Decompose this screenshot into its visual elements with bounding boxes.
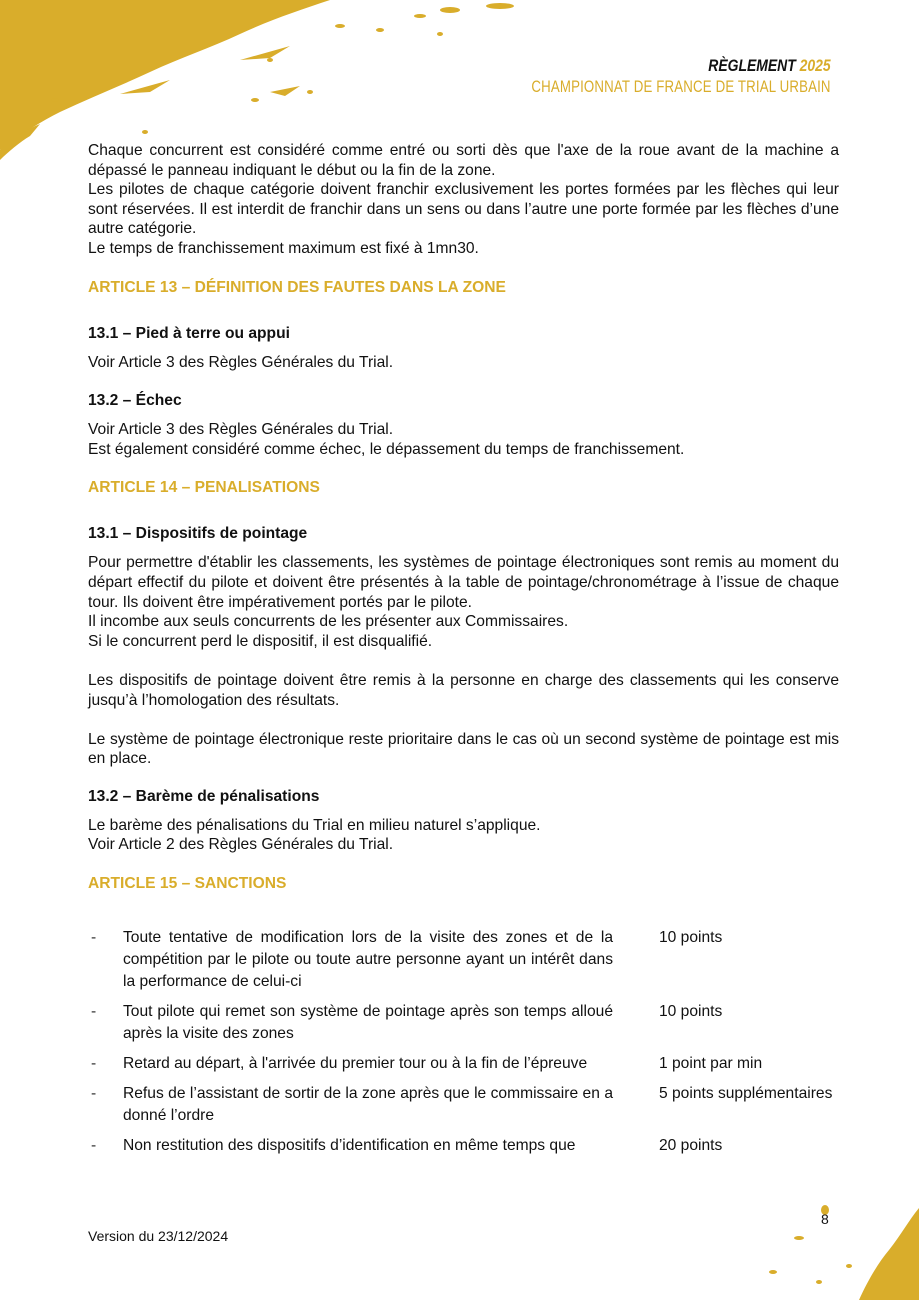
footer-version: Version du 23/12/2024 bbox=[88, 1228, 229, 1244]
sanction-description: Retard au départ, à l'arrivée du premier tour ou à la fin de l’épreuve bbox=[123, 1055, 588, 1072]
section-13-2-text-2: Est également considéré comme échec, le dépassement du temps de franchissement. bbox=[88, 440, 685, 458]
document-header bbox=[447, 56, 831, 98]
section-13-2-title: 13.2 – Échec bbox=[88, 392, 182, 410]
section-14-1-paragraph-1: Pour permettre d'établir les classements, les systèmes de pointage électroniques sont remis au moment du départ effectif du pilote et doivent être présentés à la table de pointage/chronométrage à l’issue de chaque tour. Ils doivent être impérativement portés par le pilote. bbox=[88, 554, 839, 611]
sanction-description: Non restitution des dispositifs d’identification en même temps que bbox=[123, 1137, 576, 1154]
sanction-row bbox=[88, 1053, 858, 1075]
article-14-title: ARTICLE 14 – PENALISATIONS bbox=[88, 479, 320, 497]
sanction-points: 1 point par min bbox=[659, 1055, 763, 1072]
sanction-points: 10 points bbox=[659, 929, 723, 946]
document-body bbox=[88, 141, 839, 894]
section-13-1-text: Voir Article 3 des Règles Générales du Trial. bbox=[88, 353, 394, 371]
sanction-row bbox=[88, 1083, 858, 1127]
section-13-2-text-1: Voir Article 3 des Règles Générales du Trial. bbox=[88, 421, 394, 439]
section-14-2-text-2: Voir Article 2 des Règles Générales du Trial. bbox=[88, 836, 394, 854]
sanction-points: 5 points supplémentaires bbox=[659, 1085, 833, 1102]
section-14-1-paragraph-4: Les dispositifs de pointage doivent être remis à la personne en charge des classements qui les conserve jusqu’à l’homologation des résultats. bbox=[88, 671, 839, 709]
section-13-1-title: 13.1 – Pied à terre ou appui bbox=[88, 324, 290, 342]
sanction-row bbox=[88, 1001, 858, 1045]
sanction-points: 20 points bbox=[659, 1137, 723, 1154]
section-14-2-title: 13.2 – Barème de pénalisations bbox=[88, 787, 320, 805]
sanction-row bbox=[88, 927, 858, 993]
sanction-description: Tout pilote qui remet son système de pointage après son temps alloué après la visite des zones bbox=[123, 1003, 613, 1042]
section-14-1-title: 13.1 – Dispositifs de pointage bbox=[88, 525, 308, 543]
header-title-year: 2025 bbox=[799, 56, 831, 75]
page-number: 8 bbox=[821, 1211, 829, 1227]
article-15-title: ARTICLE 15 – SANCTIONS bbox=[88, 875, 287, 893]
header-title-word: RÈGLEMENT bbox=[708, 56, 797, 75]
section-14-1-paragraph-3: Si le concurrent perd le dispositif, il est disqualifié. bbox=[88, 632, 433, 650]
sanction-description: Refus de l’assistant de sortir de la zone après que le commissaire en a donné l’ordre bbox=[123, 1085, 613, 1124]
header-title bbox=[516, 56, 831, 76]
bullet-dash: - bbox=[91, 1085, 97, 1102]
brush-decoration-bottom bbox=[759, 1190, 919, 1300]
intro-paragraph-2: Les pilotes de chaque catégorie doivent franchir exclusivement les portes formées par les flèches qui leur sont réservées. Il est interdit de franchir dans un sens ou dans l’autre une porte formée par les flèches d’une autre catégorie. bbox=[88, 181, 839, 238]
sanction-row bbox=[88, 1135, 858, 1157]
bullet-dash: - bbox=[91, 1055, 97, 1072]
bullet-dash: - bbox=[91, 929, 97, 946]
section-14-1-paragraph-5: Le système de pointage électronique reste prioritaire dans le cas où un second système de pointage est mis en place. bbox=[88, 730, 839, 768]
bullet-dash: - bbox=[91, 1003, 97, 1020]
sanctions-table bbox=[88, 927, 858, 1165]
section-14-2-text-1: Le barème des pénalisations du Trial en milieu naturel s’applique. bbox=[88, 816, 541, 834]
article-13-title: ARTICLE 13 – DÉFINITION DES FAUTES DANS LA ZONE bbox=[88, 278, 506, 296]
sanction-points: 10 points bbox=[659, 1003, 723, 1020]
bullet-dash: - bbox=[91, 1137, 97, 1154]
sanction-description: Toute tentative de modification lors de la visite des zones et de la compétition par le pilote ou toute autre personne ayant un intérêt dans la performance de celui-ci bbox=[123, 929, 613, 990]
header-subtitle: CHAMPIONNAT DE FRANCE DE TRIAL URBAIN bbox=[531, 77, 831, 96]
section-14-1-paragraph-2: Il incombe aux seuls concurrents de les présenter aux Commissaires. bbox=[88, 613, 569, 631]
intro-paragraph-1: Chaque concurrent est considéré comme entré ou sorti dès que l'axe de la roue avant de la machine a dépassé le panneau indiquant le début ou la fin de la zone. bbox=[88, 142, 839, 179]
intro-paragraph-3: Le temps de franchissement maximum est fixé à 1mn30. bbox=[88, 239, 479, 257]
